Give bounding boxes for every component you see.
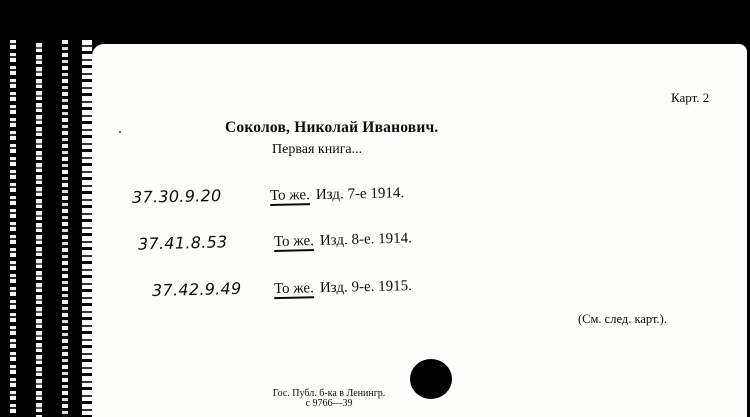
drawer-tab-edge bbox=[10, 40, 16, 417]
drawer-tab-edge bbox=[36, 40, 42, 417]
same-label: То же. bbox=[269, 187, 311, 204]
same-label: То же. bbox=[273, 232, 315, 251]
edition-text: Изд. 8-е. 1914. bbox=[319, 230, 413, 249]
edition-text: Изд. 7-е 1914. bbox=[315, 185, 405, 203]
printer-imprint bbox=[229, 389, 429, 409]
edition-text: Изд. 9-е. 1915. bbox=[319, 278, 413, 297]
shelf-code: 37.41.8.53 bbox=[137, 232, 228, 254]
punch-hole bbox=[410, 359, 452, 399]
same-label: То же. bbox=[273, 280, 315, 298]
edition-entry bbox=[152, 275, 412, 301]
imprint-line: Гос. Публ. б-ка в Ленингр. bbox=[272, 388, 386, 399]
ink-speck bbox=[119, 131, 121, 133]
shelf-code: 37.30.9.20 bbox=[131, 185, 222, 207]
imprint-line: с 9766—39 bbox=[305, 398, 353, 409]
card-number: Карт. 2 bbox=[671, 90, 710, 105]
author-heading: Соколов, Николай Иванович. bbox=[225, 119, 439, 136]
continuation-note: (См. след. карт.). bbox=[578, 312, 667, 326]
edition-entry bbox=[132, 182, 404, 208]
shelf-code: 37.42.9.49 bbox=[151, 278, 242, 300]
drawer-tab-edge bbox=[62, 40, 68, 417]
scanner-border bbox=[0, 0, 96, 417]
edition-entry bbox=[138, 227, 412, 254]
drawer-tab-edge bbox=[82, 40, 92, 417]
book-title: Первая книга... bbox=[272, 142, 363, 157]
catalog-card bbox=[92, 44, 747, 417]
